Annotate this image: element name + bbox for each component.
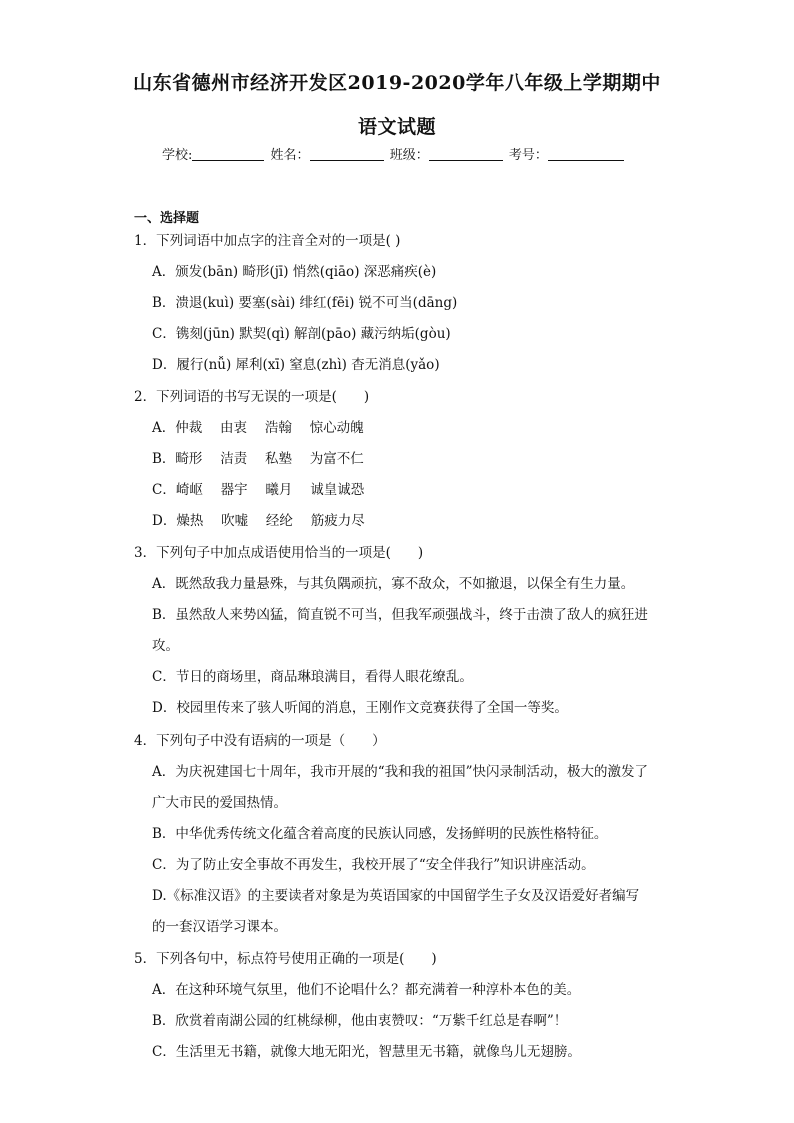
- option-d: D．履行(nǚ) 犀利(xī) 窒息(zhì) 杳无消息(yǎo): [152, 357, 440, 373]
- option-b: B．中华优秀传统文化蕴含着高度的民族认同感，发扬鲜明的民族性格特征。: [152, 826, 608, 842]
- name-blank: [310, 146, 384, 161]
- student-info-line: [162, 144, 642, 163]
- option-b: B．畸形 洁责 私塾 为富不仁: [152, 451, 364, 467]
- question-stem: 5．下列各句中，标点符号使用正确的一项是( ): [134, 951, 437, 967]
- option-d: D．燥热 吹嘘 经纶 筋疲力尽: [152, 513, 365, 529]
- option-a-continued: 广大市民的爱国热情。: [152, 795, 287, 811]
- option-b: B．溃退(kuì) 要塞(sài) 绯红(fēi) 锐不可当(dāng): [152, 295, 458, 311]
- option-a: A．在这种环境气氛里，他们不论唱什么？都充满着一种淳朴本色的美。: [152, 982, 581, 998]
- question-stem: 1．下列词语中加点字的注音全对的一项是( ): [134, 233, 401, 249]
- option-a: A．颁发(bān) 畸形(jī) 悄然(qiāo) 深恶痛疾(è): [152, 264, 437, 280]
- exam-title-line2: 语文试题: [357, 116, 436, 138]
- class-label: 班级：: [389, 148, 429, 163]
- exam-number-blank: [548, 146, 624, 161]
- option-c: C．镌刻(jūn) 默契(qì) 解剖(pāo) 藏污纳垢(gòu): [152, 326, 451, 342]
- question-stem: 3．下列句子中加点成语使用恰当的一项是( ): [134, 545, 424, 561]
- option-b-continued: 攻。: [152, 638, 179, 654]
- question-3: [134, 538, 674, 724]
- name-label: 姓名：: [270, 148, 310, 163]
- option-d: D.《标准汉语》的主要读者对象是为英语国家的中国留学生子女及汉语爱好者编写: [152, 888, 640, 904]
- question-1: [134, 226, 674, 381]
- question-2: [134, 382, 674, 537]
- exam-title-line1: 山东省德州市经济开发区2019-2020学年八年级上学期期中: [133, 72, 661, 94]
- option-c: C．生活里无书籍，就像大地无阳光，智慧里无书籍，就像鸟儿无翅膀。: [152, 1044, 581, 1060]
- exam-number-label: 考号：: [508, 148, 548, 163]
- option-d: D．校园里传来了骇人听闻的消息，王刚作文竞赛获得了全国一等奖。: [152, 700, 568, 716]
- option-d-continued: 的一套汉语学习课本。: [152, 919, 287, 935]
- question-stem: 4．下列句子中没有语病的一项是（ ）: [134, 733, 386, 749]
- question-4: [134, 726, 674, 943]
- option-a: A．为庆祝建国七十周年，我市开展的“我和我的祖国”快闪录制活动，极大的激发了: [152, 764, 649, 780]
- option-c: C．节日的商场里，商品琳琅满目，看得人眼花缭乱。: [152, 669, 473, 685]
- option-b: B．虽然敌人来势凶猛，简直锐不可当，但我军顽强战斗，终于击溃了敌人的疯狂进: [152, 607, 648, 623]
- option-b: B．欣赏着南湖公园的红桃绿柳，他由衷赞叹：“万紫千红总是春啊”！: [152, 1013, 568, 1029]
- school-blank: [192, 146, 264, 161]
- option-a: A．仲裁 由衷 浩翰 惊心动魄: [152, 420, 364, 436]
- question-stem: 2．下列词语的书写无误的一项是( ): [134, 389, 370, 405]
- school-label: 学校:: [162, 148, 193, 163]
- option-a: A．既然敌我力量悬殊，与其负隅顽抗，寡不敌众，不如撤退，以保全有生力量。: [152, 576, 635, 592]
- section-heading: 一、选择题: [134, 211, 200, 226]
- question-5: [134, 944, 674, 1068]
- class-blank: [429, 146, 503, 161]
- option-c: C．崎岖 器宇 曦月 诚皇诚恐: [152, 482, 365, 498]
- option-c: C．为了防止安全事故不再发生，我校开展了“安全伴我行”知识讲座活动。: [152, 857, 595, 873]
